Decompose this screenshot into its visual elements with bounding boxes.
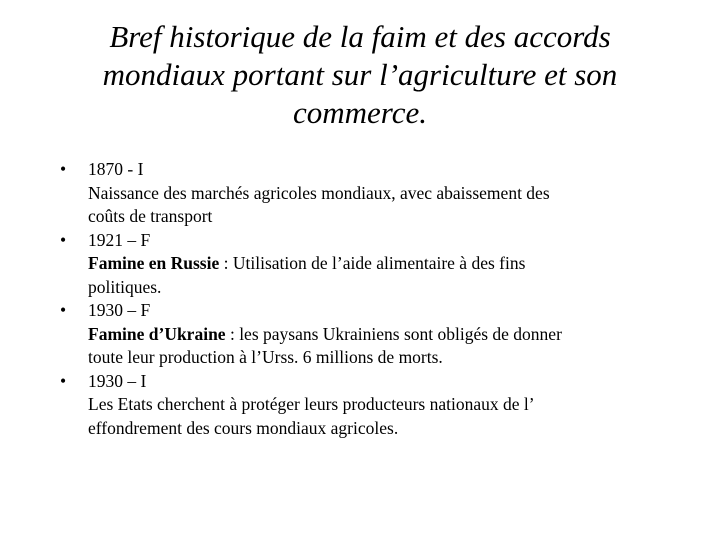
bullet-item-1870 bbox=[60, 158, 680, 229]
bullet-bold-text: Famine en Russie bbox=[88, 253, 220, 273]
bullet-icon: • bbox=[60, 370, 67, 391]
bullet-bold-text: Famine d’Ukraine bbox=[88, 323, 226, 344]
bullet-item-1930-f bbox=[60, 299, 680, 370]
bullet-text: : Utilisation de l’aide alimentaire à des fins bbox=[219, 253, 526, 273]
bullet-icon: • bbox=[60, 300, 67, 320]
bullet-text-line: Naissance des marchés agricoles mondiaux, avec abaissement des bbox=[88, 182, 550, 203]
title-line-3: commerce. bbox=[293, 95, 427, 130]
bullet-text-line: Les Etats cherchent à protéger leurs producteurs nationaux de l’ bbox=[88, 394, 535, 414]
title-line-2: mondiaux portant sur l’agriculture et son bbox=[102, 57, 618, 92]
bullet-text-line: toute leur production à l’Urss. 6 millions de morts. bbox=[88, 347, 443, 367]
bullet-heading: 1930 – I bbox=[88, 370, 147, 391]
bullet-heading: 1870 - I bbox=[88, 159, 144, 179]
bullet-text-line bbox=[88, 323, 680, 347]
bullet-heading: 1930 – F bbox=[88, 300, 151, 320]
bullet-heading: 1921 – F bbox=[88, 229, 151, 250]
slide-title bbox=[60, 18, 660, 132]
title-line-1: Bref historique de la faim et des accords bbox=[109, 19, 611, 54]
bullet-text: : les paysans Ukrainiens sont obligés de donner bbox=[225, 323, 562, 344]
bullet-text-line: effondrement des cours mondiaux agricoles. bbox=[88, 417, 399, 438]
bullet-text-line: coûts de transport bbox=[88, 206, 213, 226]
bullet-list bbox=[60, 158, 680, 440]
bullet-item-1930-i bbox=[60, 370, 680, 441]
bullet-text-line bbox=[88, 252, 680, 276]
bullet-text-line: politiques. bbox=[88, 276, 162, 297]
bullet-icon: • bbox=[60, 229, 67, 250]
bullet-item-1921 bbox=[60, 229, 680, 300]
bullet-icon: • bbox=[60, 159, 67, 179]
